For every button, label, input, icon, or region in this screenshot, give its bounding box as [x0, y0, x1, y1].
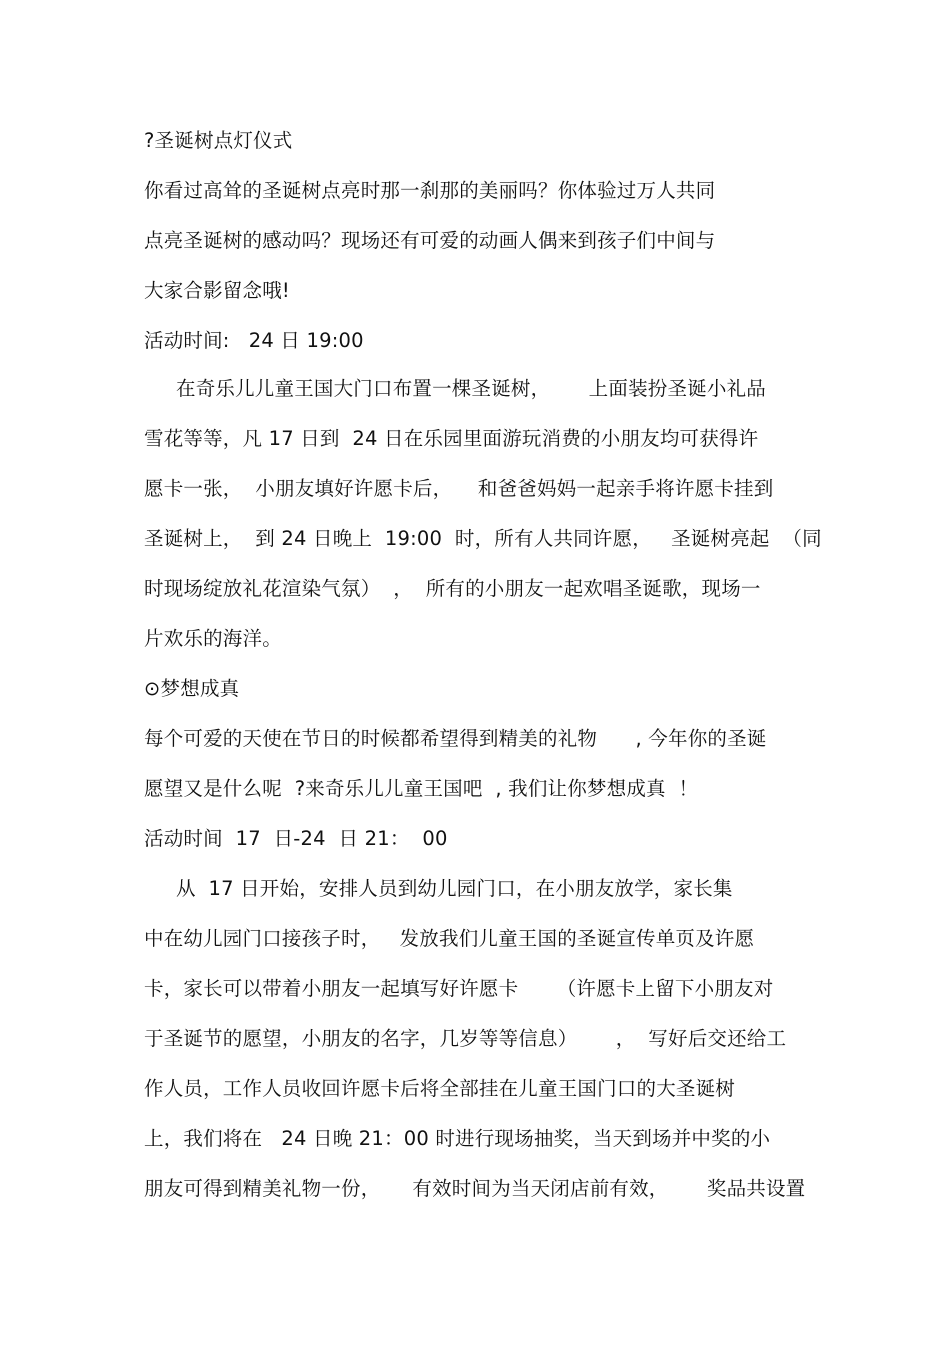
- paragraph-line: 大家合影留念哦!: [144, 279, 290, 302]
- paragraph-line: 时现场绽放礼花渲染气氛） ， 所有的小朋友一起欢唱圣诞歌，现场一: [144, 577, 761, 600]
- paragraph-line: 上，我们将在 24 日晚 21：00 时进行现场抽奖，当天到场并中奖的小: [144, 1127, 771, 1150]
- paragraph-line: 点亮圣诞树的感动吗？现场还有可爱的动画人偶来到孩子们中间与: [144, 229, 716, 252]
- paragraph-line: 愿卡一张， 小朋友填好许愿卡后， 和爸爸妈妈一起亲手将许愿卡挂到: [144, 477, 774, 500]
- paragraph-line: 卡，家长可以带着小朋友一起填写好许愿卡 （许愿卡上留下小朋友对: [144, 977, 774, 1000]
- paragraph-line: 愿望又是什么呢 ?来奇乐儿儿童王国吧 , 我们让你梦想成真 ！: [144, 777, 699, 800]
- paragraph-line: 从 17 日开始，安排人员到幼儿园门口，在小朋友放学，家长集: [144, 877, 733, 900]
- section-heading-tree-lighting: ?圣诞树点灯仪式: [144, 129, 293, 152]
- event-time-line: 活动时间: 24 日 19:00: [144, 329, 364, 352]
- paragraph-line: 圣诞树上， 到 24 日晚上 19:00 时，所有人共同许愿， 圣诞树亮起 （同: [144, 527, 822, 550]
- paragraph-line: 你看过高耸的圣诞树点亮时那一刹那的美丽吗？你体验过万人共同: [144, 179, 716, 202]
- paragraph-line: 在奇乐儿儿童王国大门口布置一棵圣诞树， 上面装扮圣诞小礼品: [144, 377, 766, 400]
- paragraph-line: 作人员，工作人员收回许愿卡后将全部挂在儿童王国门口的大圣诞树: [144, 1077, 736, 1100]
- paragraph-line: 雪花等等，凡 17 日到 24 日在乐园里面游玩消费的小朋友均可获得许: [144, 427, 759, 450]
- paragraph-line: 中在幼儿园门口接孩子时， 发放我们儿童王国的圣诞宣传单页及许愿: [144, 927, 755, 950]
- paragraph-line: 每个可爱的天使在节日的时候都希望得到精美的礼物 , 今年你的圣诞: [144, 727, 767, 750]
- paragraph-line: 于圣诞节的愿望，小朋友的名字，几岁等等信息） ， 写好后交还给工: [144, 1027, 787, 1050]
- paragraph-line: 朋友可得到精美礼物一份， 有效时间为当天闭店前有效， 奖品共设置: [144, 1177, 806, 1200]
- event-time-line: 活动时间 17 日-24 日 21： 00: [144, 827, 448, 850]
- section-heading-dream: ⊙梦想成真: [144, 677, 240, 700]
- paragraph-line: 片欢乐的海洋。: [144, 627, 282, 650]
